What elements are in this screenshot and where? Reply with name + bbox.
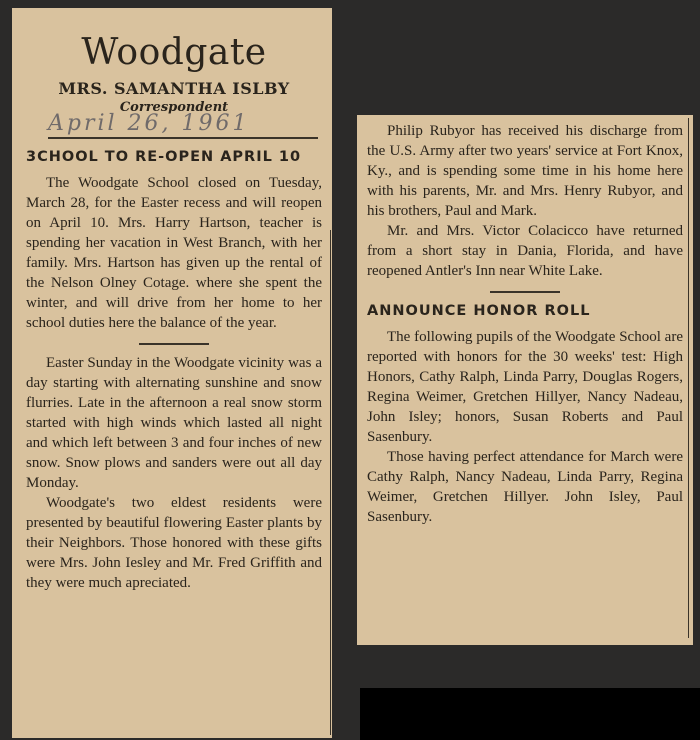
paragraph-easter: Easter Sunday in the Woodgate vicinity was a day starting with alternating sunshine and snow flurries. Late in the afternoon a real snow storm started with high winds which lasted all night and which left between 3 and four inches of new snow. Snow plows and sanders were out all day Monday. (26, 355, 322, 491)
headline-honor-roll: ANNOUNCE HONOR ROLL (367, 303, 591, 319)
right-clipping (357, 115, 693, 645)
left-clipping (12, 8, 332, 738)
divider (139, 343, 209, 345)
redaction-box (360, 688, 700, 740)
paragraph-attendance: Those having perfect attendance for March were Cathy Ralph, Nancy Nadeau, Linda Parry, Regina Weimer, Gretchen Hillyer. John Isley, Paul Sasenbury. (367, 449, 683, 525)
paragraph-rubyor: Philip Rubyor has received his discharge from the U.S. Army after two years' service at Fort Knox, Ky., and is spending some time in his home here with his parents, Mr. and Mrs. Henry Rubyor, and his brothers, Paul and Mark. (367, 123, 683, 219)
column-rule (330, 230, 331, 735)
divider (490, 291, 560, 293)
correspondent-name: MRS. SAMANTHA ISLBY (58, 79, 290, 98)
masthead: Woodgate (81, 32, 267, 73)
paragraph-honor-roll: The following pupils of the Woodgate School are reported with honors for the 30 weeks' test: High Honors, Cathy Ralph, Linda Parry, Douglas Rogers, Regina Weimer, Gretchen Hillyer, Nancy Nadeau, John Isley; honors, Susan Roberts and Paul Sasenbury. (367, 329, 683, 445)
paragraph-residents: Woodgate's two eldest residents were presented by beautiful flowering Easter plants by their Neighbors. Those honored with these gifts were Mrs. John Iesley and Mr. Fred Griffith and they were much apreciated. (26, 495, 322, 591)
paragraph-school: The Woodgate School closed on Tuesday, March 28, for the Easter recess and will reopen on April 10. Mrs. Harry Hartson, teacher is spending her vacation in West Branch, with her family. Mrs. Hartson has given up the rental of the Nelson Olney Cotage. where she spent the winter, and will drive from her home to her school duties here the balance of the year. (26, 175, 322, 331)
headline-school-reopen: 3CHOOL TO RE-OPEN APRIL 10 (26, 149, 302, 165)
handwritten-date: April 26, 1961 (48, 111, 318, 139)
column-rule (688, 118, 689, 638)
correspondent-role: Correspondent (119, 100, 229, 115)
paragraph-colacicco: Mr. and Mrs. Victor Colacicco have returned from a short stay in Dania, Florida, and have reopened Antler's Inn near White Lake. (367, 223, 683, 279)
